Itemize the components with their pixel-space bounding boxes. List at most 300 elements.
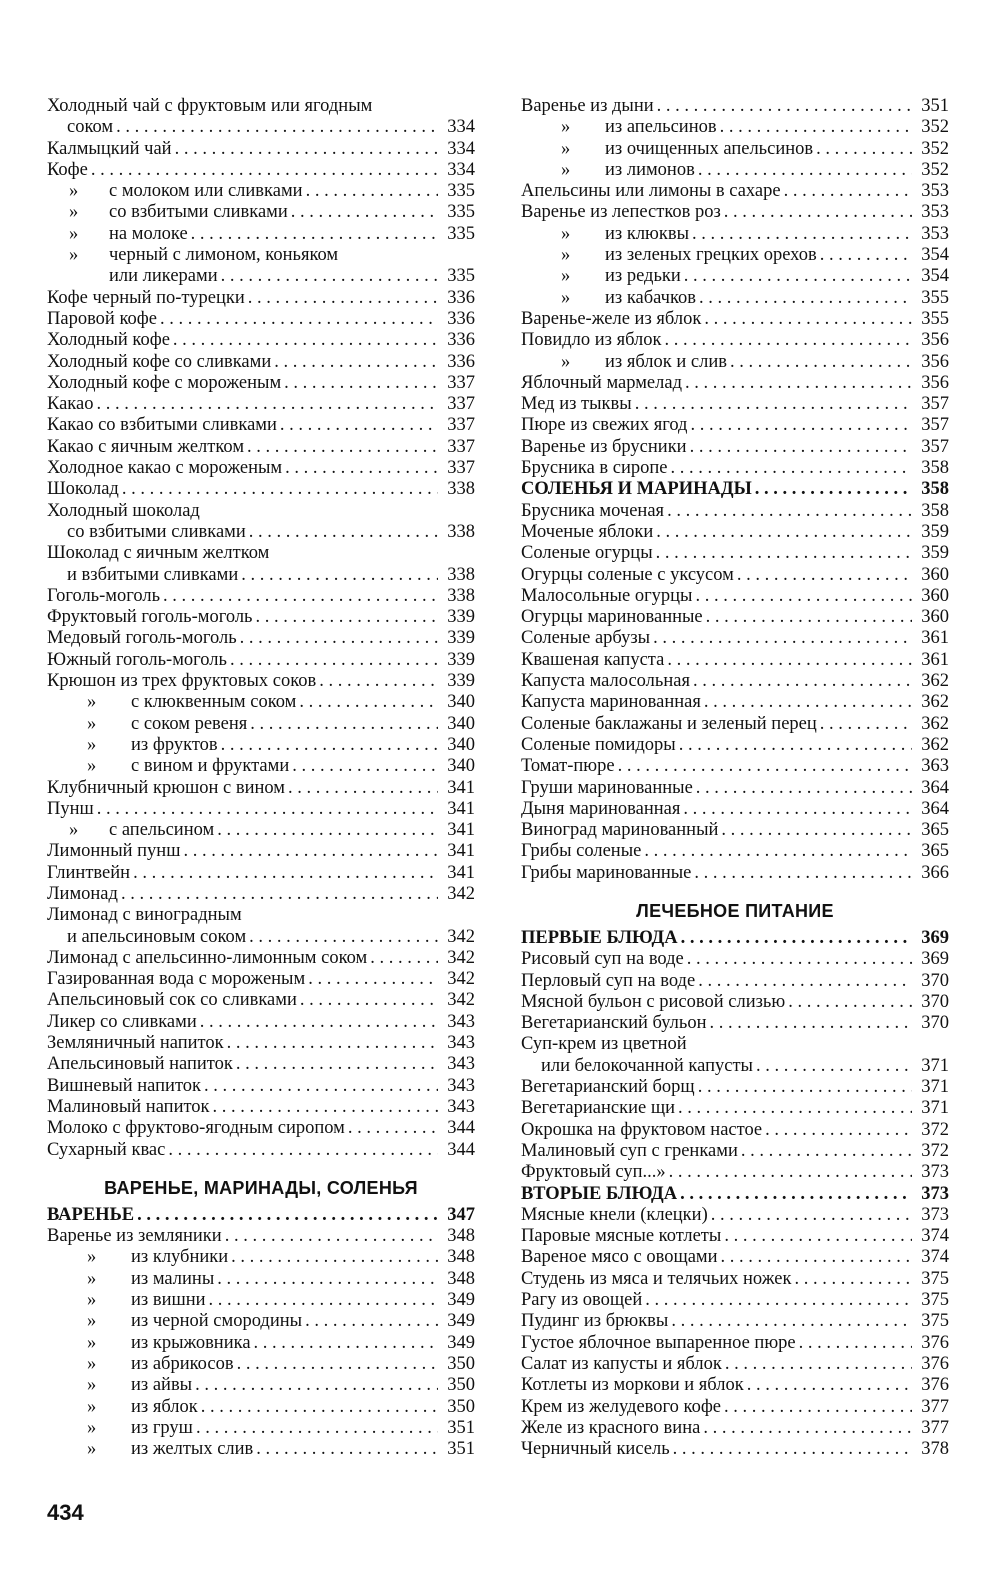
dot-leader <box>163 586 438 607</box>
toc-entry <box>47 1311 475 1332</box>
ditto-mark: » <box>87 1311 97 1332</box>
toc-page-number: 335 <box>447 266 475 287</box>
dot-leader <box>225 1226 438 1247</box>
dot-leader <box>96 394 438 415</box>
toc-entry-title-wrap <box>47 628 237 649</box>
toc-entry-title-wrap <box>47 1054 233 1075</box>
toc-entry <box>521 799 949 820</box>
dot-leader <box>196 1418 438 1439</box>
toc-entry-title: Мясной бульон с рисовой слизью <box>521 991 786 1012</box>
toc-entry <box>521 820 949 841</box>
toc-entry-title-wrap <box>521 820 718 841</box>
toc-page-number: 353 <box>921 181 949 202</box>
toc-entry <box>521 607 949 628</box>
toc-entry-title: ВАРЕНЬЕ <box>47 1204 135 1225</box>
toc-page-number: 334 <box>447 159 475 180</box>
toc-entry-title-wrap <box>47 139 172 160</box>
dot-leader <box>213 1097 438 1118</box>
toc-entry <box>521 1290 949 1311</box>
toc-page-number: 358 <box>921 500 949 521</box>
dot-leader <box>230 650 438 671</box>
toc-entry <box>521 501 949 522</box>
toc-entry-title-wrap <box>521 415 687 436</box>
toc-subsection-entry <box>521 1184 949 1205</box>
toc-entry <box>521 992 949 1013</box>
toc-entry-title-wrap <box>47 671 316 692</box>
toc-entry-title: Малосольные огурцы <box>521 585 693 606</box>
dot-leader <box>618 756 912 777</box>
toc-page-number: 371 <box>921 1098 949 1119</box>
toc-entry-title-wrap <box>521 992 785 1013</box>
toc-entry-title: Брусника моченая <box>521 500 665 521</box>
dot-leader <box>694 863 912 884</box>
dot-leader <box>248 288 438 309</box>
toc-entry-title-wrap <box>47 1226 222 1247</box>
toc-entry-title: Капуста малосольная <box>521 671 690 692</box>
dot-leader <box>711 1205 912 1226</box>
toc-entry <box>521 628 949 649</box>
toc-entry <box>47 586 475 607</box>
toc-entry-title: Капуста маринованная <box>521 692 701 713</box>
toc-entry-title: из малины <box>131 1268 215 1289</box>
toc-entry <box>521 971 949 992</box>
dot-leader <box>204 1076 438 1097</box>
toc-column-left <box>47 96 475 1460</box>
toc-entry-title-wrap <box>47 117 113 138</box>
dot-leader <box>724 1226 912 1247</box>
toc-entry-title-wrap <box>521 799 680 820</box>
dot-leader <box>665 330 912 351</box>
toc-entry-title: Салат из капусты и яблок <box>521 1353 722 1374</box>
toc-entry <box>521 1056 949 1077</box>
toc-entry-title: из груш <box>131 1417 193 1438</box>
toc-page-number: 352 <box>921 117 949 138</box>
toc-entry-title-wrap <box>47 245 338 266</box>
toc-page-number: 339 <box>447 607 475 628</box>
toc-entry-title-wrap <box>521 266 681 287</box>
toc-page-number: 338 <box>447 479 475 500</box>
dot-leader <box>706 607 912 628</box>
toc-entry-title-wrap <box>521 928 678 949</box>
dot-leader <box>280 415 438 436</box>
toc-entry <box>521 949 949 970</box>
toc-entry-title-wrap <box>521 330 662 351</box>
toc-page-number: 335 <box>447 181 475 202</box>
toc-entry <box>47 330 475 351</box>
toc-entry <box>47 650 475 671</box>
toc-entry <box>47 1076 475 1097</box>
toc-entry <box>521 288 949 309</box>
toc-entry-title-wrap <box>521 543 653 564</box>
toc-entry-title: из яблок и слив <box>605 351 727 372</box>
toc-entry-title: Яблочный мармелад <box>521 372 682 393</box>
toc-entry-title: из айвы <box>131 1375 193 1396</box>
toc-entry <box>47 969 475 990</box>
dot-leader <box>721 1247 912 1268</box>
toc-page-number: 350 <box>447 1353 475 1374</box>
toc-page-number: 343 <box>447 1033 475 1054</box>
toc-column-right <box>521 96 949 1460</box>
ditto-mark: » <box>561 351 571 372</box>
toc-page-number: 340 <box>447 756 475 777</box>
toc-page-number: 375 <box>921 1311 949 1332</box>
toc-page-number: 336 <box>447 308 475 329</box>
toc-page-number: 362 <box>921 734 949 755</box>
toc-entry-title-wrap <box>521 309 701 330</box>
toc-entry <box>47 181 475 202</box>
toc-entry-title-wrap <box>521 394 632 415</box>
dot-leader <box>91 160 438 181</box>
toc-entry-title-wrap <box>47 650 227 671</box>
dot-leader <box>305 1311 438 1332</box>
dot-leader <box>656 543 912 564</box>
toc-entry <box>521 778 949 799</box>
ditto-mark: » <box>69 181 79 202</box>
toc-entry-title-wrap <box>521 863 691 884</box>
toc-entry <box>47 501 475 522</box>
toc-entry-title: из яблок <box>131 1396 198 1417</box>
toc-page-number: 349 <box>447 1290 475 1311</box>
dot-leader <box>137 1205 438 1226</box>
toc-page-number: 353 <box>921 202 949 223</box>
toc-entry-title-wrap <box>47 905 242 926</box>
toc-page-number: 369 <box>921 949 949 970</box>
toc-entry-title-wrap <box>521 160 695 181</box>
toc-entry-title-wrap <box>47 820 214 841</box>
toc-entry-title: ВТОРЫЕ БЛЮДА <box>521 1183 678 1204</box>
toc-entry-title-wrap <box>521 1098 675 1119</box>
toc-entry-title-wrap <box>521 756 615 777</box>
toc-page-number: 375 <box>921 1290 949 1311</box>
toc-page-number: 372 <box>921 1119 949 1140</box>
toc-entry-title: Апельсиновый напиток <box>47 1054 233 1075</box>
toc-entry-title-wrap <box>47 96 372 117</box>
ditto-mark: » <box>87 734 97 755</box>
toc-entry <box>47 309 475 330</box>
dot-leader <box>673 1439 912 1460</box>
toc-entry-title: Холодный чай с фруктовым или ягодным <box>47 96 373 116</box>
toc-page-number: 356 <box>921 372 949 393</box>
dot-leader <box>635 394 912 415</box>
toc-page-number: 376 <box>921 1353 949 1374</box>
ditto-mark: » <box>561 138 571 159</box>
dot-leader <box>285 458 438 479</box>
toc-entry <box>521 735 949 756</box>
toc-entry-title-wrap <box>521 778 693 799</box>
toc-entry <box>521 1013 949 1034</box>
toc-page-number: 352 <box>921 138 949 159</box>
toc-page-number: 373 <box>921 1204 949 1225</box>
toc-page-number: 374 <box>921 1226 949 1247</box>
toc-page-number: 341 <box>447 820 475 841</box>
toc-entry-title-wrap <box>47 266 218 287</box>
dot-leader <box>698 971 912 992</box>
toc-entry <box>47 1354 475 1375</box>
toc-entry-title: со взбитыми сливками <box>109 202 288 223</box>
toc-entry <box>521 1418 949 1439</box>
toc-entry-title: с соком ревеня <box>131 713 248 734</box>
toc-entry-title-wrap <box>47 181 303 202</box>
toc-entry-title-wrap <box>521 479 752 500</box>
dot-leader <box>292 756 438 777</box>
toc-page-number: 362 <box>921 713 949 734</box>
dot-leader <box>191 224 438 245</box>
toc-entry-title-wrap <box>521 352 727 373</box>
dot-leader <box>696 586 913 607</box>
dot-leader <box>693 671 912 692</box>
toc-entry-title-wrap <box>47 352 271 373</box>
toc-entry-title-wrap <box>47 1269 214 1290</box>
dot-leader <box>667 650 912 671</box>
toc-entry-title-wrap <box>521 501 664 522</box>
toc-page-number: 347 <box>447 1204 475 1225</box>
toc-entry <box>521 139 949 160</box>
dot-leader <box>121 884 438 905</box>
toc-entry <box>47 628 475 649</box>
toc-entry <box>521 330 949 351</box>
toc-entry-title-wrap <box>521 139 813 160</box>
toc-page-number: 358 <box>921 458 949 479</box>
toc-page-number: 376 <box>921 1332 949 1353</box>
toc-entry-title: Холодный кофе со сливками <box>47 351 272 372</box>
toc-page-number: 372 <box>921 1140 949 1161</box>
toc-page-number: 343 <box>447 1096 475 1117</box>
toc-entry <box>521 1141 949 1162</box>
toc-entry-title: Рисовый суп на воде <box>521 949 684 970</box>
toc-page-number: 338 <box>447 564 475 585</box>
dot-leader <box>680 1184 912 1205</box>
ditto-mark: » <box>87 1353 97 1374</box>
toc-entry-title: на молоке <box>109 223 188 244</box>
toc-entry-title: Холодный шоколад <box>47 500 200 521</box>
toc-entry-title-wrap <box>47 288 245 309</box>
toc-section-heading: ЛЕЧЕБНОЕ ПИТАНИЕ <box>636 900 834 921</box>
dot-leader <box>737 565 912 586</box>
toc-entry-title: Калмыцкий чай <box>47 138 172 159</box>
toc-page-number: 338 <box>447 521 475 542</box>
toc-entry <box>47 927 475 948</box>
toc-entry <box>47 735 475 756</box>
toc-page-number: 334 <box>447 117 475 138</box>
toc-entry-title-wrap <box>521 971 695 992</box>
toc-entry-title: Окрошка на фруктовом настое <box>521 1119 763 1140</box>
toc-entry-title-wrap <box>47 1140 165 1161</box>
toc-page-number: 339 <box>447 649 475 670</box>
dot-leader <box>671 458 912 479</box>
toc-entry-title: из крыжовника <box>131 1332 251 1353</box>
toc-entry-title-wrap <box>521 1354 722 1375</box>
toc-page-number: 343 <box>447 1054 475 1075</box>
toc-page-number: 340 <box>447 713 475 734</box>
toc-entry-title-wrap <box>521 96 654 117</box>
dot-leader <box>173 330 438 351</box>
toc-page-number: 375 <box>921 1268 949 1289</box>
toc-entry-title: Мед из тыквы <box>521 394 632 415</box>
toc-entry-title: Какао со взбитыми сливками <box>47 415 277 436</box>
toc-entry <box>47 778 475 799</box>
toc-entry-title-wrap <box>521 1205 708 1226</box>
toc-entry-title-wrap <box>521 1013 706 1034</box>
toc-entry <box>521 1247 949 1268</box>
toc-entry-title-wrap <box>47 330 170 351</box>
toc-page-number: 335 <box>447 202 475 223</box>
toc-entry <box>521 586 949 607</box>
toc-entry <box>47 884 475 905</box>
ditto-mark: » <box>87 692 97 713</box>
toc-entry <box>521 1162 949 1183</box>
toc-entry <box>521 309 949 330</box>
toc-entry <box>521 1034 949 1055</box>
dot-leader <box>133 863 438 884</box>
toc-entry-title-wrap <box>47 1012 197 1033</box>
toc-entry-title: из клубники <box>131 1247 229 1268</box>
dot-leader <box>690 437 912 458</box>
toc-page-number: 337 <box>447 415 475 436</box>
toc-entry <box>47 799 475 820</box>
toc-entry-title: из апельсинов <box>605 117 717 138</box>
toc-page-number: 371 <box>921 1077 949 1098</box>
dot-leader <box>97 799 438 820</box>
dot-leader <box>667 501 912 522</box>
toc-entry <box>47 1097 475 1118</box>
toc-entry-title: или ликерами <box>109 266 218 287</box>
toc-entry-title: Виноград маринованный <box>521 820 719 841</box>
dot-leader <box>698 160 912 181</box>
toc-entry-title-wrap <box>521 735 676 756</box>
toc-entry <box>47 1247 475 1268</box>
toc-entry-title: соком <box>67 117 114 138</box>
toc-entry-title-wrap <box>47 309 157 330</box>
toc-entry <box>47 820 475 841</box>
toc-entry-title: Густое яблочное выпаренное пюре <box>521 1332 796 1353</box>
dot-leader <box>175 139 438 160</box>
toc-page-number: 337 <box>447 436 475 457</box>
toc-page-number: 373 <box>921 1183 949 1204</box>
toc-entry-title: и взбитыми сливками <box>67 564 239 585</box>
toc-entry-title-wrap <box>47 160 88 181</box>
toc-entry-title: Вишневый напиток <box>47 1075 202 1096</box>
toc-entry-title-wrap <box>521 117 717 138</box>
toc-entry-title: из желтых слив <box>131 1439 254 1460</box>
toc-entry-title: Черничный кисель <box>521 1439 670 1460</box>
toc-entry-title: Глинтвейн <box>47 862 131 883</box>
toc-entry-title-wrap <box>47 607 253 628</box>
toc-entry-title: Груши маринованные <box>521 777 693 798</box>
toc-entry <box>47 905 475 926</box>
toc-entry <box>47 1033 475 1054</box>
toc-entry <box>47 394 475 415</box>
toc-entry-title-wrap <box>47 990 297 1011</box>
toc-entry-title-wrap <box>521 671 690 692</box>
dot-leader <box>201 1397 438 1418</box>
toc-entry-title: из вишни <box>131 1290 206 1311</box>
toc-page-number: 336 <box>447 330 475 351</box>
toc-entry-title-wrap <box>47 1397 198 1418</box>
toc-page-number: 355 <box>921 287 949 308</box>
toc-entry-title: Крем из желудевого кофе <box>521 1396 722 1417</box>
toc-entry <box>47 1290 475 1311</box>
toc-page-number: 334 <box>447 138 475 159</box>
dot-leader <box>221 735 438 756</box>
toc-entry-title: Варенье из лепестков роз <box>521 202 721 223</box>
toc-page-number: 365 <box>921 820 949 841</box>
toc-entry-title: Перловый суп на воде <box>521 970 696 991</box>
toc-entry-title-wrap <box>47 501 200 522</box>
toc-entry-title-wrap <box>521 607 703 628</box>
dot-leader <box>227 1033 438 1054</box>
toc-subsection-entry <box>521 928 949 949</box>
toc-entry-title-wrap <box>47 522 246 543</box>
ditto-mark: » <box>69 223 79 244</box>
dot-leader <box>784 181 912 202</box>
toc-entry-title: Шоколад <box>47 479 119 500</box>
toc-page-number: 370 <box>921 1013 949 1034</box>
toc-page-number: 341 <box>447 862 475 883</box>
toc-entry-title: Соленые помидоры <box>521 734 676 755</box>
toc-entry <box>521 841 949 862</box>
toc-entry <box>521 714 949 735</box>
toc-page-number: 342 <box>447 990 475 1011</box>
dot-leader <box>653 628 912 649</box>
toc-page-number: 357 <box>921 394 949 415</box>
dot-leader <box>720 117 912 138</box>
ditto-mark: » <box>561 159 571 180</box>
dot-leader <box>160 309 438 330</box>
dot-leader <box>724 1397 912 1418</box>
toc-entry-title-wrap <box>521 224 689 245</box>
dot-leader <box>678 1098 912 1119</box>
toc-entry-title: Вареное мясо с овощами <box>521 1247 718 1268</box>
toc-page-number: 336 <box>447 287 475 308</box>
toc-entry-title-wrap <box>521 1184 677 1205</box>
toc-entry-title-wrap <box>47 1076 201 1097</box>
dot-leader <box>794 1269 912 1290</box>
toc-page-number: 358 <box>921 479 949 500</box>
toc-entry <box>47 543 475 564</box>
toc-entry-title: Квашеная капуста <box>521 649 665 670</box>
dot-leader <box>241 565 438 586</box>
dot-leader <box>249 522 438 543</box>
dot-leader <box>730 352 912 373</box>
toc-page-number: 364 <box>921 777 949 798</box>
toc-page-number: 359 <box>921 521 949 542</box>
dot-leader <box>247 437 438 458</box>
toc-entry-title: Желе из красного вина <box>521 1417 701 1438</box>
toc-entry-title: Рагу из овощей <box>521 1290 643 1311</box>
dot-leader <box>685 373 912 394</box>
toc-entry-title-wrap <box>521 628 650 649</box>
toc-entry <box>521 1375 949 1396</box>
ditto-mark: » <box>87 756 97 777</box>
toc-entry-title-wrap <box>521 1269 791 1290</box>
dot-leader <box>288 778 438 799</box>
toc-entry-title: Фруктовый суп...» <box>521 1162 666 1183</box>
toc-entry-title-wrap <box>521 714 817 735</box>
toc-entry-title: Варенье из брусники <box>521 436 687 457</box>
toc-page-number: 356 <box>921 351 949 372</box>
ditto-mark: » <box>87 1439 97 1460</box>
ditto-mark: » <box>87 1332 97 1353</box>
toc-page-number: 357 <box>921 436 949 457</box>
toc-entry-title-wrap <box>47 373 281 394</box>
toc-entry-title: Какао <box>47 394 94 415</box>
toc-entry-title-wrap <box>47 948 367 969</box>
toc-entry <box>47 1375 475 1396</box>
toc-entry <box>47 1118 475 1139</box>
toc-entry-title: Лимонад <box>47 883 118 904</box>
toc-entry <box>521 415 949 436</box>
toc-entry-title: Соленые огурцы <box>521 543 653 564</box>
